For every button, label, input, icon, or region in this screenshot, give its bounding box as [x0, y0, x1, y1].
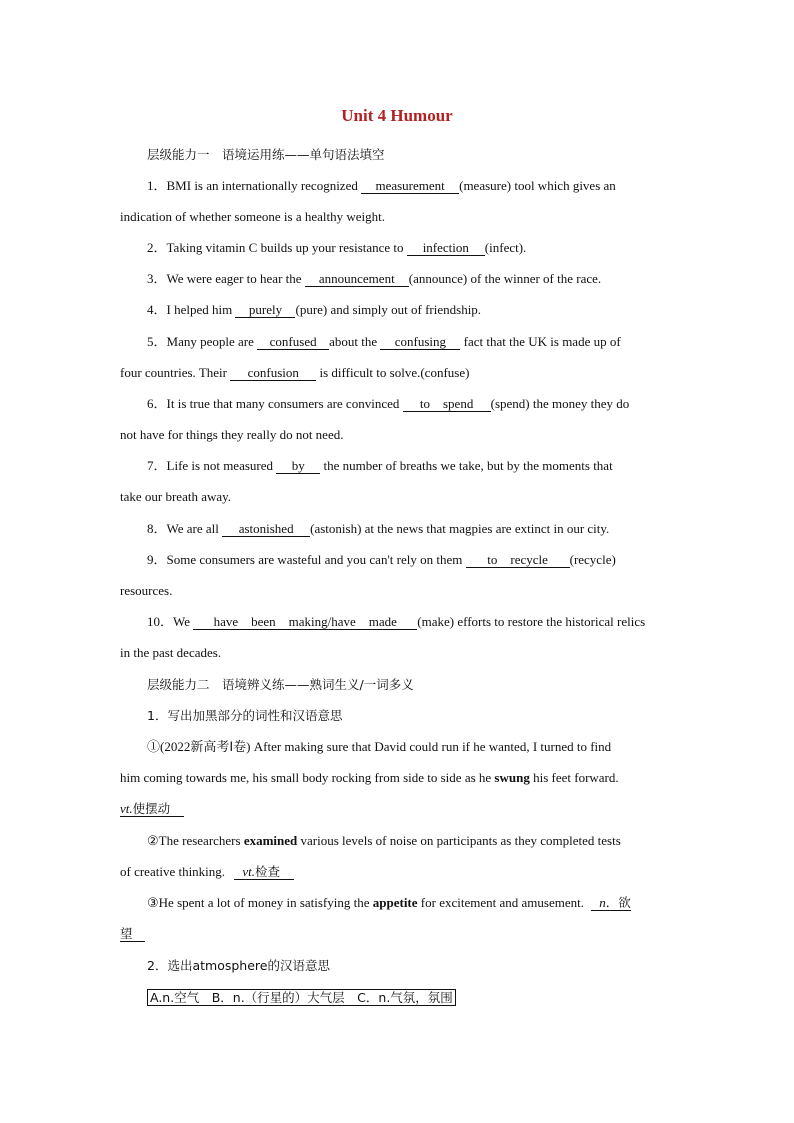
answer-blank: purely	[235, 303, 295, 318]
answer-blank	[591, 896, 631, 911]
circled-marker: ①	[147, 739, 161, 754]
exercise-8	[147, 521, 609, 537]
sentence-text: his feet forward.	[529, 770, 619, 785]
item-number: 4．	[147, 302, 167, 317]
item-text: We	[173, 614, 194, 629]
sentence-a-answer	[120, 801, 184, 817]
exercise-9-cont: resources.	[120, 583, 173, 598]
item-text: Many people are	[166, 334, 258, 349]
answer-blank: confusing	[380, 335, 460, 350]
exercise-5-cont	[120, 365, 469, 381]
sentence-b-line1	[147, 833, 621, 849]
exercise-5	[147, 334, 621, 350]
item-text: (measure) tool which gives an	[459, 178, 616, 193]
bold-word: appetite	[372, 895, 418, 910]
answer-blank: by	[276, 459, 320, 474]
part-of-speech: vt.	[120, 801, 133, 816]
item-text: four countries. Their	[120, 365, 231, 380]
sentence-text: of creative thinking.	[120, 864, 229, 879]
item-text: fact that the UK is made up of	[460, 334, 621, 349]
item-text: (recycle)	[569, 552, 616, 567]
item-text: We are all	[166, 521, 223, 536]
exercise-2	[147, 240, 526, 256]
answer-blank	[234, 865, 294, 880]
answer-blank: infection	[407, 241, 485, 256]
exercise-1	[147, 178, 674, 194]
item-text: I helped him	[166, 302, 236, 317]
item-number: 5．	[147, 334, 167, 349]
answer-meaning: 检查	[254, 864, 280, 879]
item-text: about the	[329, 334, 381, 349]
part-of-speech: vt.	[242, 864, 255, 879]
sentence-c-line2	[120, 926, 145, 942]
part-of-speech: n	[599, 895, 606, 910]
exercise-7	[147, 458, 613, 474]
item-text: (infect).	[484, 240, 527, 255]
answer-blank: astonished	[222, 522, 310, 537]
item-text: Taking vitamin C builds up your resistance to	[166, 240, 407, 255]
item-text: (spend) the money they do	[490, 396, 630, 411]
exercise-10	[147, 614, 645, 630]
section1-heading: 层级能力一 语境运用练——单句语法填空	[147, 147, 385, 162]
sentence-text: (2022新高考Ⅰ卷) After making sure that David could run if he wanted, I turned to find	[160, 739, 612, 754]
sentence-text: He spent a lot of money in satisfying the	[158, 895, 373, 910]
sentence-text: him coming towards me, his small body rocking from side to side as he	[120, 770, 495, 785]
question-1-label: 1．写出加黑部分的词性和汉语意思	[147, 708, 343, 723]
answer-blank: confusion	[230, 366, 316, 381]
item-text: Some consumers are wasteful and you can't rely on them	[166, 552, 466, 567]
answer-blank: to spend	[403, 397, 491, 412]
exercise-6	[147, 396, 629, 412]
item-number: 6．	[147, 396, 167, 411]
exercise-1-cont: indication of whether someone is a healthy weight.	[120, 209, 385, 224]
question-2-label: 2．选出atmosphere的汉语意思	[147, 958, 330, 973]
item-text: (announce) of the winner of the race.	[408, 271, 602, 286]
section2-heading: 层级能力二 语境辨义练——熟词生义/一词多义	[147, 677, 414, 692]
answer-blank: announcement	[305, 272, 409, 287]
exercise-6-cont: not have for things they really do not need.	[120, 427, 344, 442]
item-text: (make) efforts to restore the historical relics	[417, 614, 646, 629]
answer-blank	[120, 802, 184, 817]
item-text: We were eager to hear the	[166, 271, 305, 286]
item-number: 2．	[147, 240, 167, 255]
circled-marker: ③	[147, 895, 159, 910]
page-title: Unit 4 Humour	[341, 106, 453, 125]
item-text: Life is not measured	[166, 458, 277, 473]
exercise-10-cont: in the past decades.	[120, 645, 222, 660]
exercise-9	[147, 552, 616, 568]
answer-blank: have been making/have made	[193, 615, 417, 630]
exercise-7-cont: take our breath away.	[120, 489, 232, 504]
answer-options-box: A.n.空气 B．n.（行星的）大气层 C．n.气氛，氛围	[147, 989, 456, 1006]
answer-blank: measurement	[361, 179, 459, 194]
item-text: (astonish) at the news that magpies are extinct in our city.	[310, 521, 610, 536]
sentence-text: for excitement and amusement.	[417, 895, 588, 910]
item-text: It is true that many consumers are convinced	[166, 396, 403, 411]
answer-meaning: ．欲	[605, 895, 631, 910]
answer-blank: confused	[257, 335, 329, 350]
bold-word: swung	[494, 770, 530, 785]
sentence-text: various levels of noise on participants as they completed tests	[297, 833, 621, 848]
bold-word: examined	[243, 833, 298, 848]
item-number: 8．	[147, 521, 167, 536]
item-text: the number of breaths we take, but by the moments that	[320, 458, 613, 473]
exercise-4	[147, 302, 481, 318]
item-number: 10．	[147, 614, 174, 629]
item-text: is difficult to solve.(confuse)	[316, 365, 470, 380]
answer-blank: to recycle	[466, 553, 570, 568]
sentence-a-line1	[147, 739, 611, 755]
sentence-c-line1	[147, 895, 631, 911]
answer-meaning: 使摆动	[132, 801, 171, 816]
item-number: 7．	[147, 458, 167, 473]
question-2-options	[147, 989, 456, 1006]
item-number: 3．	[147, 271, 167, 286]
item-text: BMI is an internationally recognized	[166, 178, 362, 193]
sentence-a-line2	[120, 770, 619, 786]
item-number: 1．	[147, 178, 167, 193]
item-text: (pure) and simply out of friendship.	[295, 302, 482, 317]
item-number: 9．	[147, 552, 167, 567]
exercise-3	[147, 271, 601, 287]
sentence-b-line2	[120, 864, 294, 880]
sentence-text: The researchers	[158, 833, 244, 848]
answer-blank: 望	[120, 927, 145, 942]
circled-marker: ②	[147, 833, 159, 848]
